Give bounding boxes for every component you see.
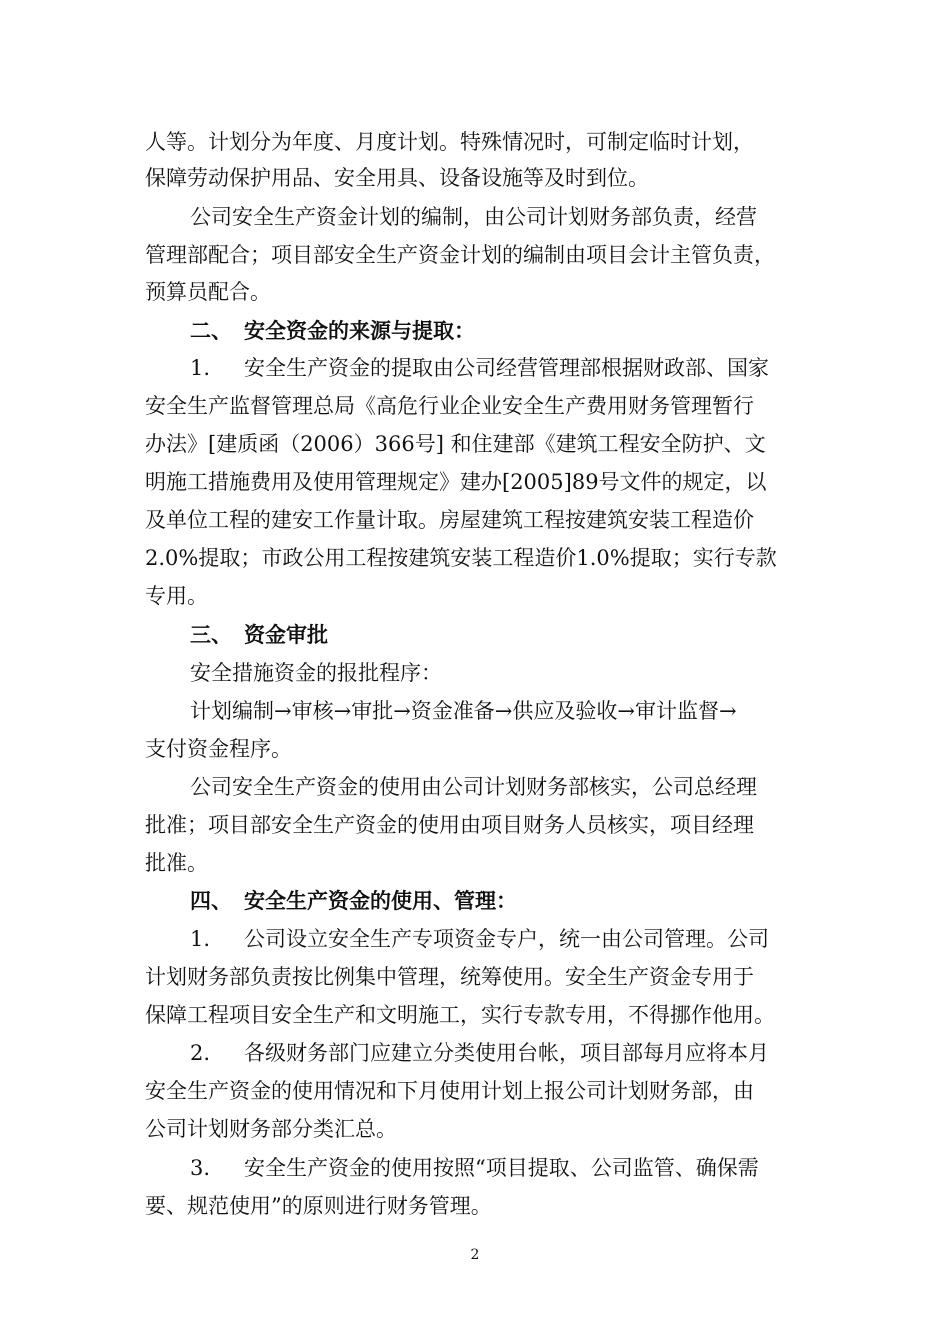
paragraph-line: 办法》[建质函（2006）366号] 和住建部《建筑工程安全防护、文	[145, 432, 766, 456]
section-number: 四、	[190, 888, 232, 913]
paragraph-line: 安全生产资金的使用情况和下月使用计划上报公司计划财务部，由	[145, 1079, 754, 1103]
paragraph-line: 批准；项目部安全生产资金的使用由项目财务人员核实，项目经理	[145, 813, 754, 837]
list-item-line	[190, 349, 769, 387]
page-number: 2	[470, 1247, 480, 1263]
list-item-text: 安全生产资金的提取由公司经营管理部根据财政部、国家	[244, 356, 769, 380]
section-heading-3	[190, 616, 328, 654]
paragraph-line: 及单位工程的建安工作量计取。房屋建筑工程按建筑安装工程造价	[145, 508, 754, 532]
paragraph-line: 保障劳动保护用品、安全用具、设备设施等及时到位。	[145, 166, 649, 190]
paragraph-line: 公司安全生产资金计划的编制，由公司计划财务部负责，经营	[190, 205, 757, 229]
paragraph-line: 管理部配合；项目部安全生产资金计划的编制由项目会计主管负责，	[145, 243, 775, 267]
list-item-text: 各级财务部门应建立分类使用台帐，项目部每月应将本月	[244, 1041, 769, 1065]
paragraph-line: 人等。计划分为年度、月度计划。特殊情况时，可制定临时计划，	[145, 130, 754, 154]
section-number: 二、	[190, 318, 232, 343]
list-item-line	[190, 1034, 769, 1072]
paragraph-line: 支付资金程序。	[145, 737, 292, 761]
process-flow-line: 计划编制→审核→审批→资金准备→供应及验收→审计监督→	[190, 699, 737, 723]
section-heading-4	[190, 882, 517, 920]
paragraph-line: 批准。	[145, 851, 208, 875]
section-title: 安全资金的来源与提取：	[244, 318, 475, 343]
paragraph-line: 公司安全生产资金的使用由公司计划财务部核实，公司总经理	[190, 775, 757, 799]
list-item-line	[190, 920, 769, 958]
list-item-line	[190, 1149, 759, 1187]
paragraph-line: 安全生产监督管理总局《高危行业企业安全生产费用财务管理暂行	[145, 394, 754, 418]
list-number: 2.	[190, 1041, 211, 1065]
section-title: 安全生产资金的使用、管理：	[244, 888, 517, 913]
section-number: 三、	[190, 622, 232, 647]
list-number: 1.	[190, 356, 211, 380]
paragraph-line: 明施工措施费用及使用管理规定》建办[2005]89号文件的规定，以	[145, 470, 767, 494]
paragraph-line: 公司计划财务部分类汇总。	[145, 1117, 397, 1141]
paragraph-line: 计划财务部负责按比例集中管理，统筹使用。安全生产资金专用于	[145, 965, 754, 989]
paragraph-line: 2.0%提取；市政公用工程按建筑安装工程造价1.0%提取；实行专款	[145, 546, 777, 570]
list-number: 1.	[190, 927, 211, 951]
paragraph-line: 预算员配合。	[145, 280, 271, 304]
paragraph-line: 保障工程项目安全生产和文明施工，实行专款专用，不得挪作他用。	[145, 1003, 775, 1027]
paragraph-line: 专用。	[145, 584, 208, 608]
list-item-text: 安全生产资金的使用按照“项目提取、公司监管、确保需	[244, 1156, 759, 1180]
paragraph-line: 安全措施资金的报批程序：	[190, 661, 442, 685]
section-heading-2	[190, 312, 475, 350]
list-item-text: 公司设立安全生产专项资金专户，统一由公司管理。公司	[244, 927, 769, 951]
section-title: 资金审批	[244, 622, 328, 647]
list-number: 3.	[190, 1156, 211, 1180]
paragraph-line: 要、规范使用”的原则进行财务管理。	[145, 1194, 492, 1218]
